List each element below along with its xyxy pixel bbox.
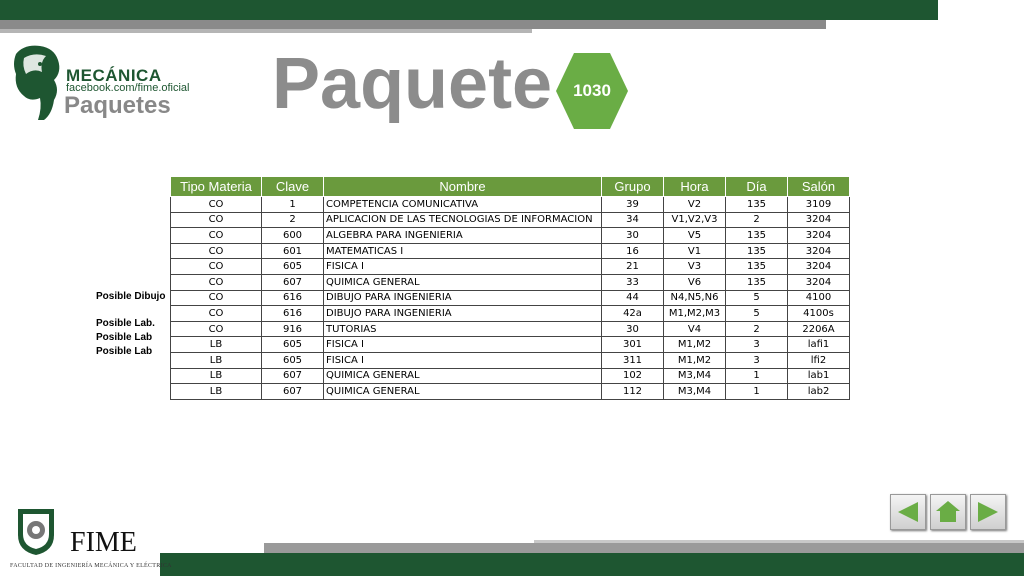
- table-cell: lfi2: [788, 352, 850, 368]
- table-cell: 605: [262, 352, 324, 368]
- mecanica-logo: [10, 44, 190, 126]
- bottom-banner-dark: [160, 553, 1024, 576]
- column-header: Tipo Materia: [171, 177, 262, 197]
- forward-button[interactable]: [970, 494, 1006, 530]
- table-cell: 2206A: [788, 321, 850, 337]
- table-cell: 135: [726, 197, 788, 213]
- table-cell: V5: [664, 228, 726, 244]
- package-number-badge: [556, 53, 628, 129]
- column-header: Hora: [664, 177, 726, 197]
- column-header: Nombre: [324, 177, 602, 197]
- faculty-text: FACULTAD DE INGENIERÍA MECÁNICA Y ELÉCTRICA: [10, 563, 172, 569]
- table-cell: 600: [262, 228, 324, 244]
- table-cell: QUIMICA GENERAL: [324, 384, 602, 400]
- table-cell: 112: [602, 384, 664, 400]
- table-cell: ALGEBRA PARA INGENIERIA: [324, 228, 602, 244]
- home-icon: [934, 498, 962, 526]
- table-cell: 607: [262, 368, 324, 384]
- lion-logo-icon: [10, 44, 62, 122]
- side-note: Posible Dibujo: [96, 291, 166, 302]
- table-cell: 33: [602, 274, 664, 290]
- table-row: [171, 259, 850, 275]
- table-body: [171, 197, 850, 400]
- table-cell: M1,M2: [664, 352, 726, 368]
- table-cell: 1: [262, 197, 324, 213]
- table-cell: 3204: [788, 274, 850, 290]
- fime-logo: [8, 505, 172, 575]
- table-cell: 102: [602, 368, 664, 384]
- table-cell: 1: [726, 368, 788, 384]
- top-banner-gray: [0, 20, 826, 29]
- table-row: [171, 228, 850, 244]
- table-cell: 616: [262, 290, 324, 306]
- table-cell: 135: [726, 259, 788, 275]
- table-cell: CO: [171, 243, 262, 259]
- table-cell: 135: [726, 243, 788, 259]
- table-cell: CO: [171, 274, 262, 290]
- table-cell: V4: [664, 321, 726, 337]
- table-cell: TUTORIAS: [324, 321, 602, 337]
- table-cell: M1,M2: [664, 337, 726, 353]
- table-cell: CO: [171, 212, 262, 228]
- table-cell: 42a: [602, 306, 664, 322]
- table-cell: 3204: [788, 212, 850, 228]
- table-cell: CO: [171, 228, 262, 244]
- table-cell: M1,M2,M3: [664, 306, 726, 322]
- logo-mecanica-text: MECÁNICA: [66, 66, 162, 85]
- table-cell: lab2: [788, 384, 850, 400]
- table-cell: 3109: [788, 197, 850, 213]
- page-title: Paquete: [272, 44, 553, 124]
- table-cell: 34: [602, 212, 664, 228]
- bottom-banner-gray: [264, 543, 1024, 553]
- fime-text: FIME: [70, 527, 137, 558]
- table-cell: 4100s: [788, 306, 850, 322]
- table-cell: 21: [602, 259, 664, 275]
- table-cell: 30: [602, 321, 664, 337]
- package-number: 1030: [573, 81, 611, 100]
- table-cell: 605: [262, 259, 324, 275]
- table-cell: QUIMICA GENERAL: [324, 274, 602, 290]
- table-cell: 607: [262, 274, 324, 290]
- table-cell: 3204: [788, 228, 850, 244]
- table-cell: V1: [664, 243, 726, 259]
- table-row: [171, 290, 850, 306]
- table-row: [171, 197, 850, 213]
- table-cell: 44: [602, 290, 664, 306]
- table-row: [171, 306, 850, 322]
- table-row: [171, 384, 850, 400]
- table-cell: M3,M4: [664, 384, 726, 400]
- column-header: Salón: [788, 177, 850, 197]
- table-row: [171, 243, 850, 259]
- table-cell: 3: [726, 352, 788, 368]
- table-cell: 605: [262, 337, 324, 353]
- table-cell: lab1: [788, 368, 850, 384]
- table-header-row: [171, 177, 850, 197]
- side-note: Posible Lab: [96, 332, 153, 343]
- home-button[interactable]: [930, 494, 966, 530]
- table-row: [171, 352, 850, 368]
- table-cell: N4,N5,N6: [664, 290, 726, 306]
- fime-seal-icon: [14, 505, 58, 557]
- table-cell: 5: [726, 290, 788, 306]
- column-header: Día: [726, 177, 788, 197]
- table-cell: 16: [602, 243, 664, 259]
- package-table: [170, 176, 850, 400]
- side-note: Posible Lab: [96, 346, 153, 357]
- table-cell: QUIMICA GENERAL: [324, 368, 602, 384]
- table-row: [171, 321, 850, 337]
- table-cell: FISICA I: [324, 259, 602, 275]
- table-cell: 5: [726, 306, 788, 322]
- back-button[interactable]: [890, 494, 926, 530]
- table-cell: 1: [726, 384, 788, 400]
- table-cell: 916: [262, 321, 324, 337]
- table-cell: 2: [726, 212, 788, 228]
- logo-facebook-text: facebook.com/fime.oficial: [66, 82, 190, 94]
- table-cell: V1,V2,V3: [664, 212, 726, 228]
- table-cell: 3204: [788, 243, 850, 259]
- table-cell: 616: [262, 306, 324, 322]
- table-cell: COMPETENCIA COMUNICATIVA: [324, 197, 602, 213]
- table-cell: CO: [171, 197, 262, 213]
- table-cell: 301: [602, 337, 664, 353]
- column-header: Grupo: [602, 177, 664, 197]
- table-cell: 30: [602, 228, 664, 244]
- table-cell: V3: [664, 259, 726, 275]
- side-note: Posible Lab.: [96, 318, 155, 329]
- table-cell: V6: [664, 274, 726, 290]
- table-cell: DIBUJO PARA INGENIERIA: [324, 290, 602, 306]
- table-cell: 2: [726, 321, 788, 337]
- table-cell: 3: [726, 337, 788, 353]
- table-row: [171, 368, 850, 384]
- table-cell: CO: [171, 259, 262, 275]
- table-cell: 39: [602, 197, 664, 213]
- table-row: [171, 274, 850, 290]
- table-cell: LB: [171, 337, 262, 353]
- table-cell: FISICA I: [324, 337, 602, 353]
- table-cell: LB: [171, 352, 262, 368]
- table-cell: FISICA I: [324, 352, 602, 368]
- table-cell: 4100: [788, 290, 850, 306]
- table-cell: CO: [171, 321, 262, 337]
- table-cell: CO: [171, 306, 262, 322]
- table-cell: 311: [602, 352, 664, 368]
- column-header: Clave: [262, 177, 324, 197]
- top-banner-gray-thin: [0, 29, 532, 33]
- left-arrow-icon: [894, 498, 922, 526]
- table-cell: MATEMATICAS I: [324, 243, 602, 259]
- table-cell: 135: [726, 274, 788, 290]
- table-row: [171, 212, 850, 228]
- table-cell: 3204: [788, 259, 850, 275]
- table-cell: lafi1: [788, 337, 850, 353]
- top-banner-dark: [0, 0, 938, 20]
- table-cell: LB: [171, 368, 262, 384]
- table-cell: V2: [664, 197, 726, 213]
- table-cell: M3,M4: [664, 368, 726, 384]
- right-arrow-icon: [974, 498, 1002, 526]
- table-cell: 607: [262, 384, 324, 400]
- table-cell: 135: [726, 228, 788, 244]
- table-cell: APLICACION DE LAS TECNOLOGIAS DE INFORMACION: [324, 212, 602, 228]
- table-cell: CO: [171, 290, 262, 306]
- table-cell: DIBUJO PARA INGENIERIA: [324, 306, 602, 322]
- logo-paquetes-text: Paquetes: [64, 92, 171, 119]
- table-cell: LB: [171, 384, 262, 400]
- table-row: [171, 337, 850, 353]
- table-cell: 601: [262, 243, 324, 259]
- table-cell: 2: [262, 212, 324, 228]
